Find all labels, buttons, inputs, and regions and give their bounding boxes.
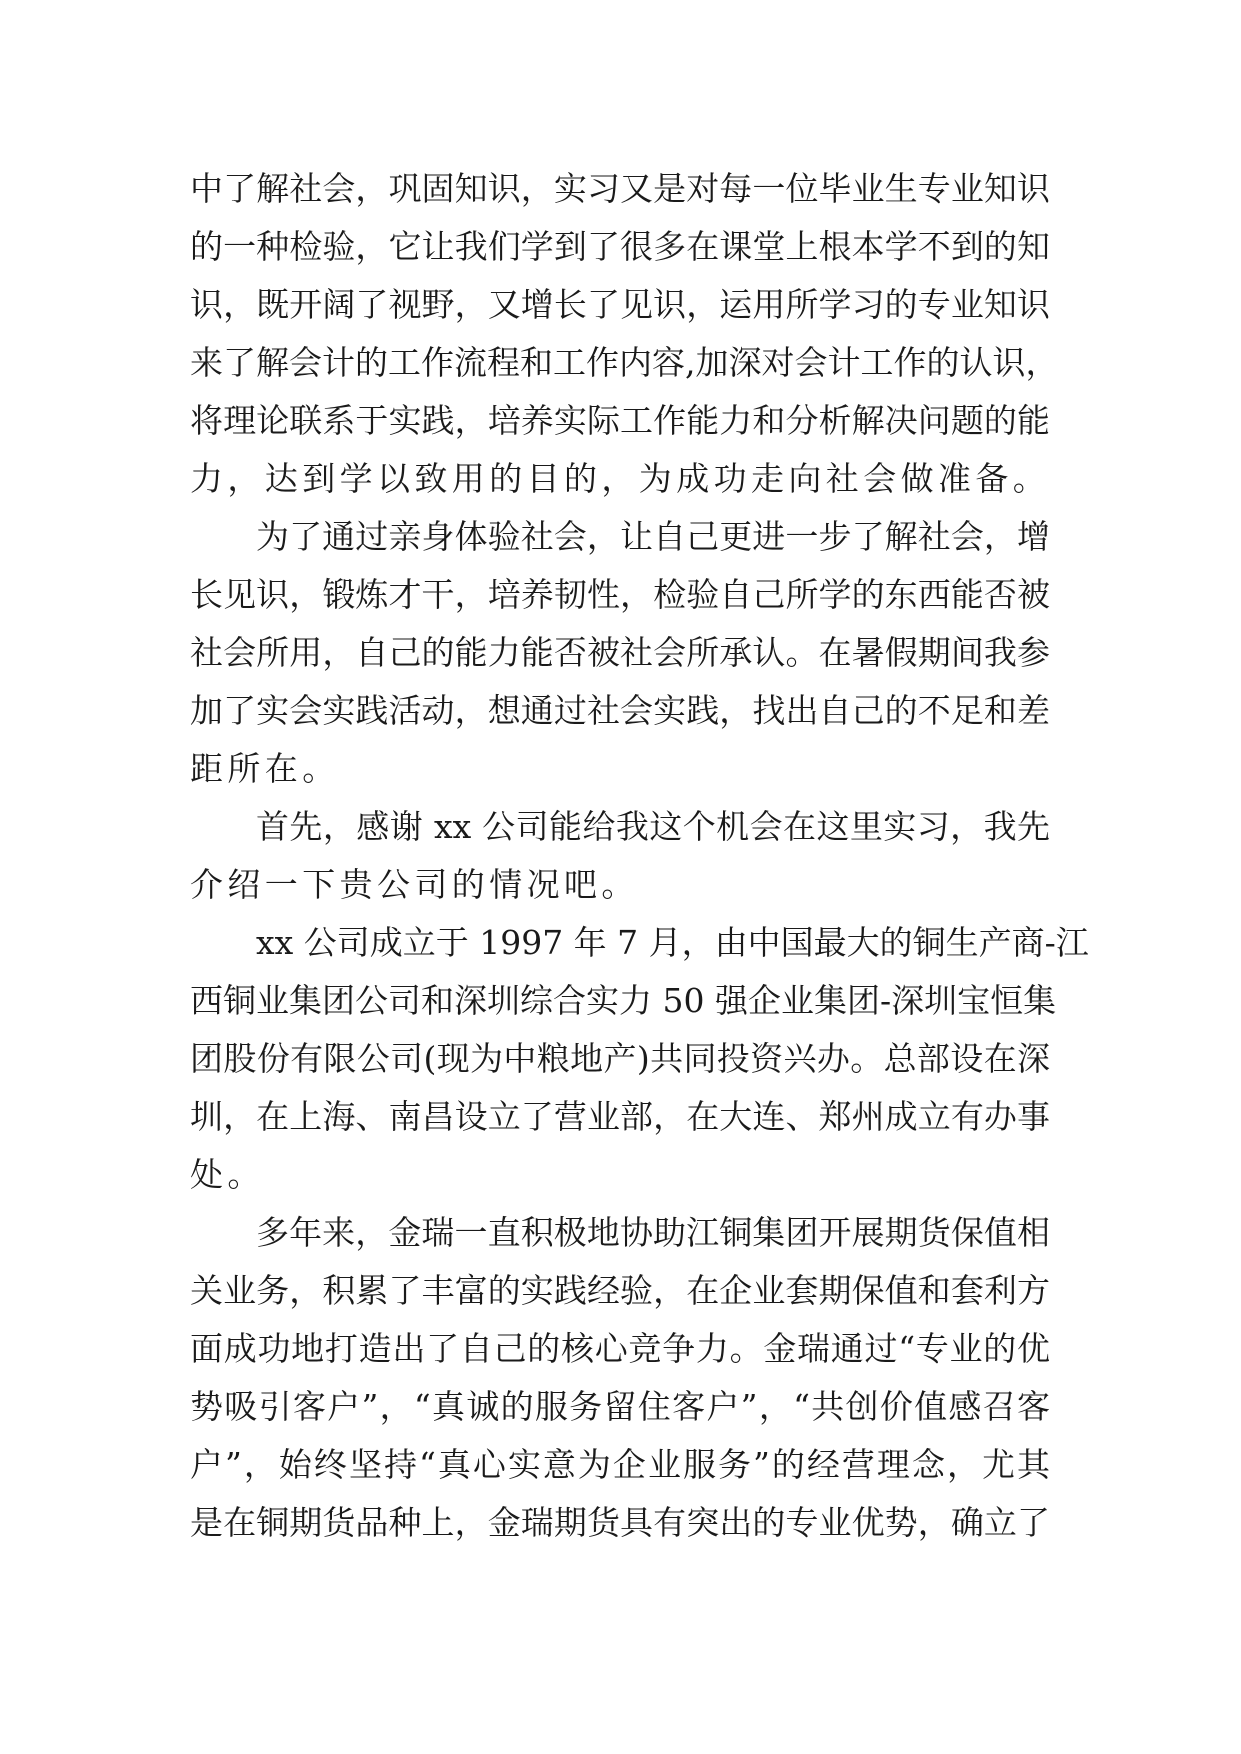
text-line: 是在铜期货品种上，金瑞期货具有突出的专业优势，确立了 [190, 1503, 1050, 1542]
document-body [190, 160, 1089, 1552]
text-line: 圳，在上海、南昌设立了营业部，在大连、郑州成立有办事 [190, 1097, 1050, 1136]
text-line: 距所在。 [190, 749, 340, 788]
text-line: 力，达到学以致用的目的，为成功走向社会做准备。 [190, 459, 1051, 498]
text-line: 加了实会实践活动，想通过社会实践，找出自己的不足和差 [190, 691, 1050, 730]
text-line: 面成功地打造出了自己的核心竞争力。金瑞通过“专业的优 [190, 1329, 1050, 1368]
text-line: 长见识，锻炼才干，培养韧性，检验自己所学的东西能否被 [190, 575, 1050, 614]
text-line: 关业务，积累了丰富的实践经验，在企业套期保值和套利方 [190, 1271, 1050, 1310]
text-line: 西铜业集团公司和深圳综合实力 50 强企业集团-深圳宝恒集 [190, 981, 1057, 1020]
paragraph-2 [190, 508, 1050, 798]
paragraph-4 [190, 914, 1089, 1204]
text-line: 团股份有限公司(现为中粮地产)共同投资兴办。总部设在深 [190, 1039, 1050, 1078]
text-line: 社会所用，自己的能力能否被社会所承认。在暑假期间我参 [190, 633, 1050, 672]
text-line: 介绍一下贵公司的情况吧。 [190, 865, 639, 904]
text-line: 首先，感谢 xx 公司能给我这个机会在这里实习，我先 [256, 807, 1050, 846]
text-line: 户”，始终坚持“真心实意为企业服务”的经营理念，尤其 [190, 1445, 1050, 1484]
text-line: 势吸引客户”，“真诚的服务留住客户”，“共创价值感召客 [190, 1387, 1050, 1426]
text-line: 的一种检验，它让我们学到了很多在课堂上根本学不到的知 [190, 227, 1050, 266]
text-line: xx 公司成立于 1997 年 7 月，由中国最大的铜生产商-江 [256, 923, 1089, 962]
text-line: 中了解社会，巩固知识，实习又是对每一位毕业生专业知识 [190, 169, 1050, 208]
text-line: 将理论联系于实践，培养实际工作能力和分析解决问题的能 [190, 401, 1050, 440]
paragraph-3 [190, 798, 1050, 914]
text-line: 处。 [190, 1155, 265, 1194]
text-line: 多年来，金瑞一直积极地协助江铜集团开展期货保值相 [256, 1213, 1050, 1252]
paragraph-5 [190, 1204, 1050, 1552]
text-line: 来了解会计的工作流程和工作内容,加深对会计工作的认识， [190, 343, 1059, 382]
text-line: 为了通过亲身体验社会，让自己更进一步了解社会，增 [256, 517, 1050, 556]
paragraph-1 [190, 160, 1059, 508]
text-line: 识，既开阔了视野，又增长了见识，运用所学习的专业知识 [190, 285, 1050, 324]
